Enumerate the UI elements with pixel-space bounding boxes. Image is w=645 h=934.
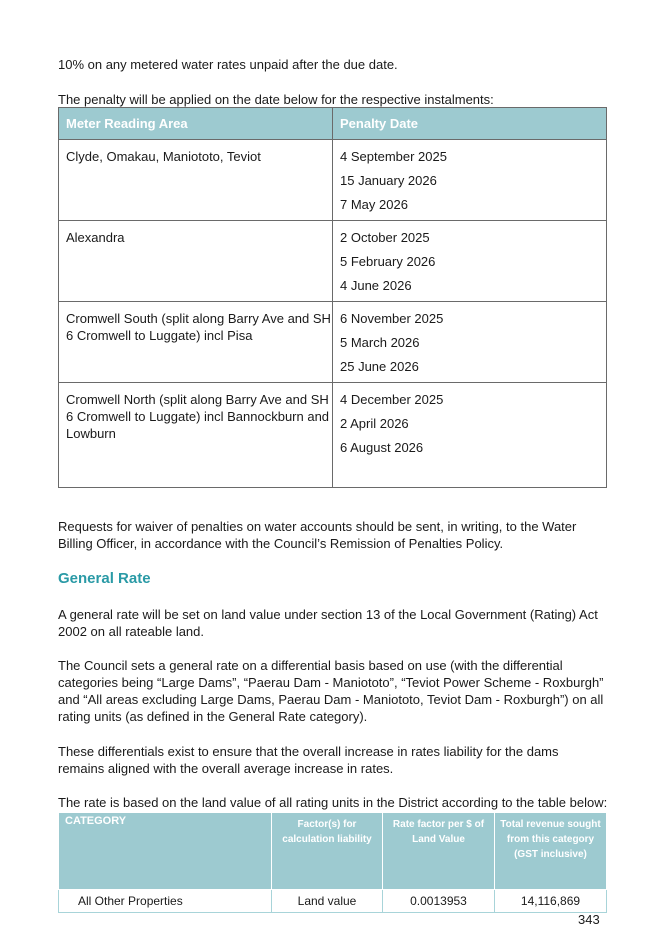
table-row bbox=[59, 221, 607, 302]
area-cell: Cromwell North (split along Barry Ave and SH 6 Cromwell to Luggate) incl Bannockburn and Lowburn bbox=[59, 383, 333, 488]
penalty-date: 2 October 2025 bbox=[340, 230, 430, 245]
table-row bbox=[59, 302, 607, 383]
page-number: 343 bbox=[578, 912, 600, 927]
table-row bbox=[59, 383, 607, 488]
general-rate-paragraph: These differentials exist to ensure that the overall increase in rates liability for the dams remains aligned with the overall average increase in rates. bbox=[58, 744, 559, 776]
penalty-date: 15 January 2026 bbox=[340, 173, 437, 188]
penalty-date: 7 May 2026 bbox=[340, 197, 408, 212]
penalty-date: 6 August 2026 bbox=[340, 440, 424, 455]
table-row bbox=[59, 140, 607, 221]
column-header-date: Penalty Date bbox=[333, 108, 607, 140]
general-rate-paragraph: The Council sets a general rate on a differential basis based on use (with the differential categories being “Large Dams”, “Paerau Dam - Maniototo”, “Teviot Power Scheme - Roxburgh” and “All areas excluding Large Dams, Paerau Dam - Maniototo, Teviot Dam - Roxburgh”) on all rating units (as defined in the General Rate category). bbox=[58, 658, 604, 724]
general-rate-table bbox=[58, 812, 607, 913]
dates-cell bbox=[333, 383, 607, 488]
dates-cell bbox=[333, 140, 607, 221]
penalty-date: 4 June 2026 bbox=[340, 278, 412, 293]
dates-cell bbox=[333, 302, 607, 383]
penalty-date: 6 November 2025 bbox=[340, 311, 444, 326]
column-header-category: CATEGORY bbox=[59, 813, 272, 890]
table-row bbox=[59, 890, 607, 913]
penalty-intro-text: The penalty will be applied on the date below for the respective instalments: bbox=[58, 92, 494, 107]
penalty-date: 2 April 2026 bbox=[340, 416, 409, 431]
table-header-row bbox=[59, 108, 607, 140]
waiver-paragraph: Requests for waiver of penalties on water accounts should be sent, in writing, to the Water Billing Officer, in accordance with the Council’s Remission of Penalties Policy. bbox=[58, 519, 577, 551]
dates-cell bbox=[333, 221, 607, 302]
section-heading-general-rate: General Rate bbox=[58, 570, 151, 587]
penalty-dates-table bbox=[58, 107, 607, 488]
column-header-rate: Rate factor per $ of Land Value bbox=[383, 813, 495, 890]
area-cell: Cromwell South (split along Barry Ave and SH 6 Cromwell to Luggate) incl Pisa bbox=[59, 302, 333, 383]
general-rate-paragraph: A general rate will be set on land value under section 13 of the Local Government (Rating) Act 2002 on all rateable land. bbox=[58, 607, 598, 639]
area-cell: Clyde, Omakau, Maniototo, Teviot bbox=[59, 140, 333, 221]
metered-rate-text: 10% on any metered water rates unpaid after the due date. bbox=[58, 57, 398, 72]
rate-cell: 0.0013953 bbox=[383, 890, 495, 913]
table-header-row bbox=[59, 813, 607, 890]
penalty-date: 4 September 2025 bbox=[340, 149, 447, 164]
penalty-date: 4 December 2025 bbox=[340, 392, 444, 407]
column-header-area: Meter Reading Area bbox=[59, 108, 333, 140]
penalty-date: 5 March 2026 bbox=[340, 335, 420, 350]
revenue-cell: 14,116,869 bbox=[495, 890, 607, 913]
area-cell: Alexandra bbox=[59, 221, 333, 302]
column-header-factor: Factor(s) for calculation liability bbox=[272, 813, 383, 890]
category-cell: All Other Properties bbox=[59, 890, 272, 913]
factor-cell: Land value bbox=[272, 890, 383, 913]
penalty-date: 5 February 2026 bbox=[340, 254, 436, 269]
general-rate-paragraph: The rate is based on the land value of all rating units in the District according to the table below: bbox=[58, 795, 608, 810]
penalty-date: 25 June 2026 bbox=[340, 359, 419, 374]
column-header-revenue: Total revenue sought from this category (GST inclusive) bbox=[495, 813, 607, 890]
